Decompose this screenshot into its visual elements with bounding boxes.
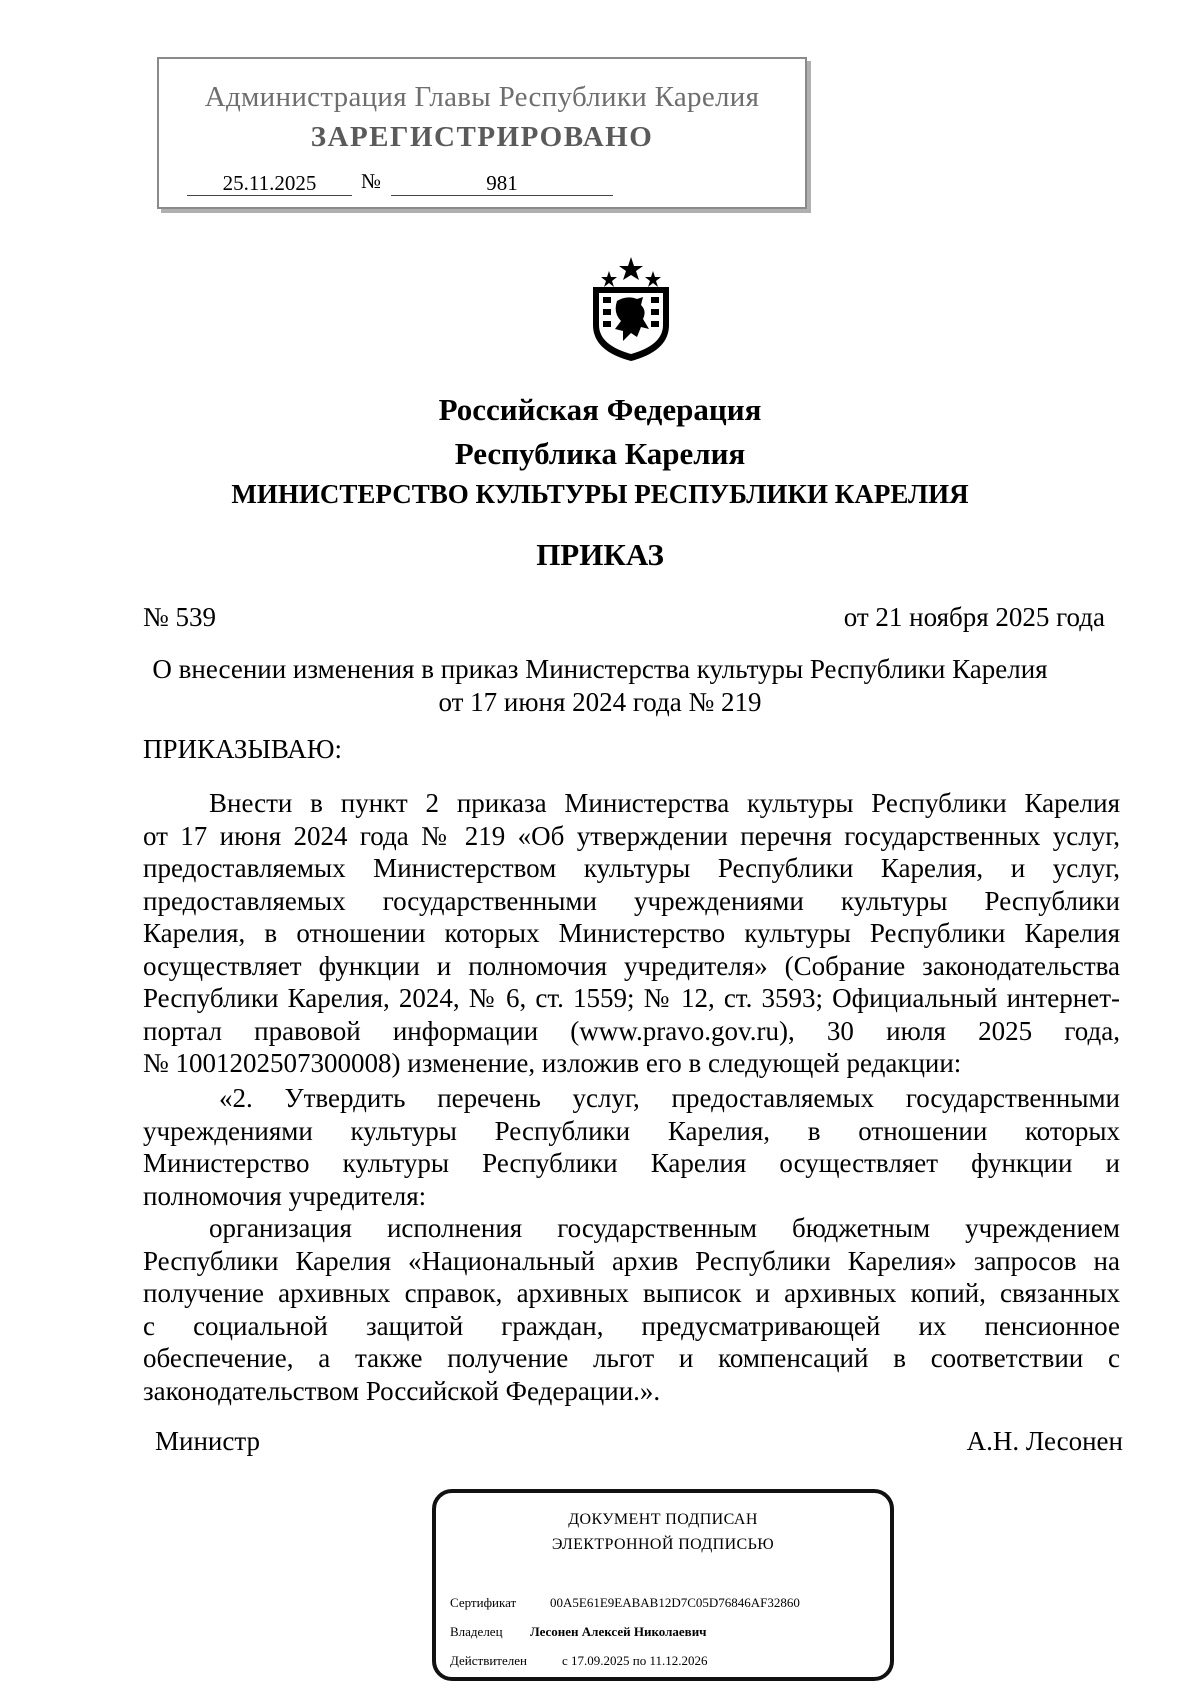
text-line: «2. Утвердить перечень услуг, предоставляемых государственными (219, 1083, 1120, 1113)
stamp-organization: Администрация Главы Республики Карелия (204, 81, 760, 113)
header-region: Республика Карелия (454, 436, 746, 471)
esig-owner-row (450, 1624, 707, 1640)
subject-line: О внесении изменения в приказ Министерства культуры Республики Карелия (152, 654, 1048, 684)
esig-certificate-label: Сертификат (450, 1595, 517, 1610)
registration-stamp (157, 57, 807, 209)
signer-position: Министр (155, 1426, 260, 1456)
karelia-coat-of-arms-icon (583, 257, 679, 363)
stamp-number: 981 (391, 171, 613, 196)
esig-certificate: 00A5E61E9EABAB12D7C05D76846AF32860 (550, 1595, 800, 1610)
text-line: Республики Карелия «Национальный архив Республики Карелия» запросов на (143, 1245, 1120, 1276)
body-paragraph-1 (143, 787, 1120, 1080)
text-line: Республики Карелия, 2024, № 6, ст. 1559; № 12, ст. 3593; Официальный интернет- (143, 983, 1120, 1013)
order-number: № 539 (143, 602, 217, 632)
document-type: ПРИКАЗ (536, 537, 664, 572)
text-line: № 1001202507300008) изменение, изложив его в следующей редакции: (143, 1048, 962, 1078)
stamp-number-label: № (361, 169, 382, 193)
header-ministry: МИНИСТЕРСТВО КУЛЬТУРЫ РЕСПУБЛИКИ КАРЕЛИЯ (231, 479, 969, 509)
text-line: обеспечение, а также получение льгот и компенсаций в соответствии с (143, 1343, 1120, 1373)
esig-valid-row (450, 1653, 708, 1669)
text-line: от 17 июня 2024 года № 219 «Об утверждении перечня государственных услуг, (143, 820, 1120, 851)
stamp-date: 25.11.2025 (187, 171, 352, 196)
text-line: предоставляемых государственными учреждениями культуры Республики (143, 885, 1120, 916)
text-line: учреждениями культуры Республики Карелия, в отношении которых (143, 1115, 1120, 1146)
stamp-registered: ЗАРЕГИСТРИРОВАНО (310, 121, 654, 153)
esig-title-line2: ЭЛЕКТРОННОЙ ПОДПИСЬЮ (551, 1536, 775, 1553)
electronic-signature-stamp (432, 1489, 894, 1681)
subject-line: от 17 июня 2024 года № 219 (438, 687, 762, 717)
order-subject (100, 653, 1100, 719)
esig-valid-label: Действителен (450, 1653, 527, 1668)
signer-name: А.Н. Лесонен (966, 1426, 1123, 1456)
body-paragraph-3 (143, 1212, 1120, 1407)
text-line: Министерство культуры Республики Карелия осуществляет функции и (143, 1148, 1120, 1178)
body-paragraph-2 (143, 1082, 1120, 1212)
text-line: портал правовой информации (www.pravo.gov.ru), 30 июля 2025 года, (143, 1015, 1120, 1046)
text-line: полномочия учредителя: (143, 1180, 427, 1211)
text-line: осуществляет функции и полномочия учредителя» (Собрание законодательства (143, 950, 1120, 981)
esig-valid: с 17.09.2025 по 11.12.2026 (562, 1653, 708, 1668)
esig-owner-label: Владелец (450, 1624, 503, 1639)
text-line: законодательством Российской Федерации.». (143, 1375, 661, 1406)
text-line: получение архивных справок, архивных выписок и архивных копий, связанных (143, 1278, 1120, 1308)
esig-certificate-row (450, 1595, 800, 1611)
header-country: Российская Федерация (438, 392, 762, 427)
text-line: Внести в пункт 2 приказа Министерства культуры Республики Карелия (209, 788, 1120, 818)
esig-owner: Лесонен Алексей Николаевич (530, 1624, 707, 1639)
text-line: с социальной защитой граждан, предусматривающей их пенсионное (143, 1310, 1120, 1341)
text-line: организация исполнения государственным бюджетным учреждением (209, 1213, 1120, 1243)
order-date: от 21 ноября 2025 года (843, 602, 1105, 632)
text-line: предоставляемых Министерством культуры Республики Карелия, и услуг, (143, 853, 1120, 883)
text-line: Карелия, в отношении которых Министерство культуры Республики Карелия (143, 918, 1120, 948)
order-directive: ПРИКАЗЫВАЮ: (143, 734, 342, 764)
esig-title-line1: ДОКУМЕНТ ПОДПИСАН (568, 1511, 758, 1528)
